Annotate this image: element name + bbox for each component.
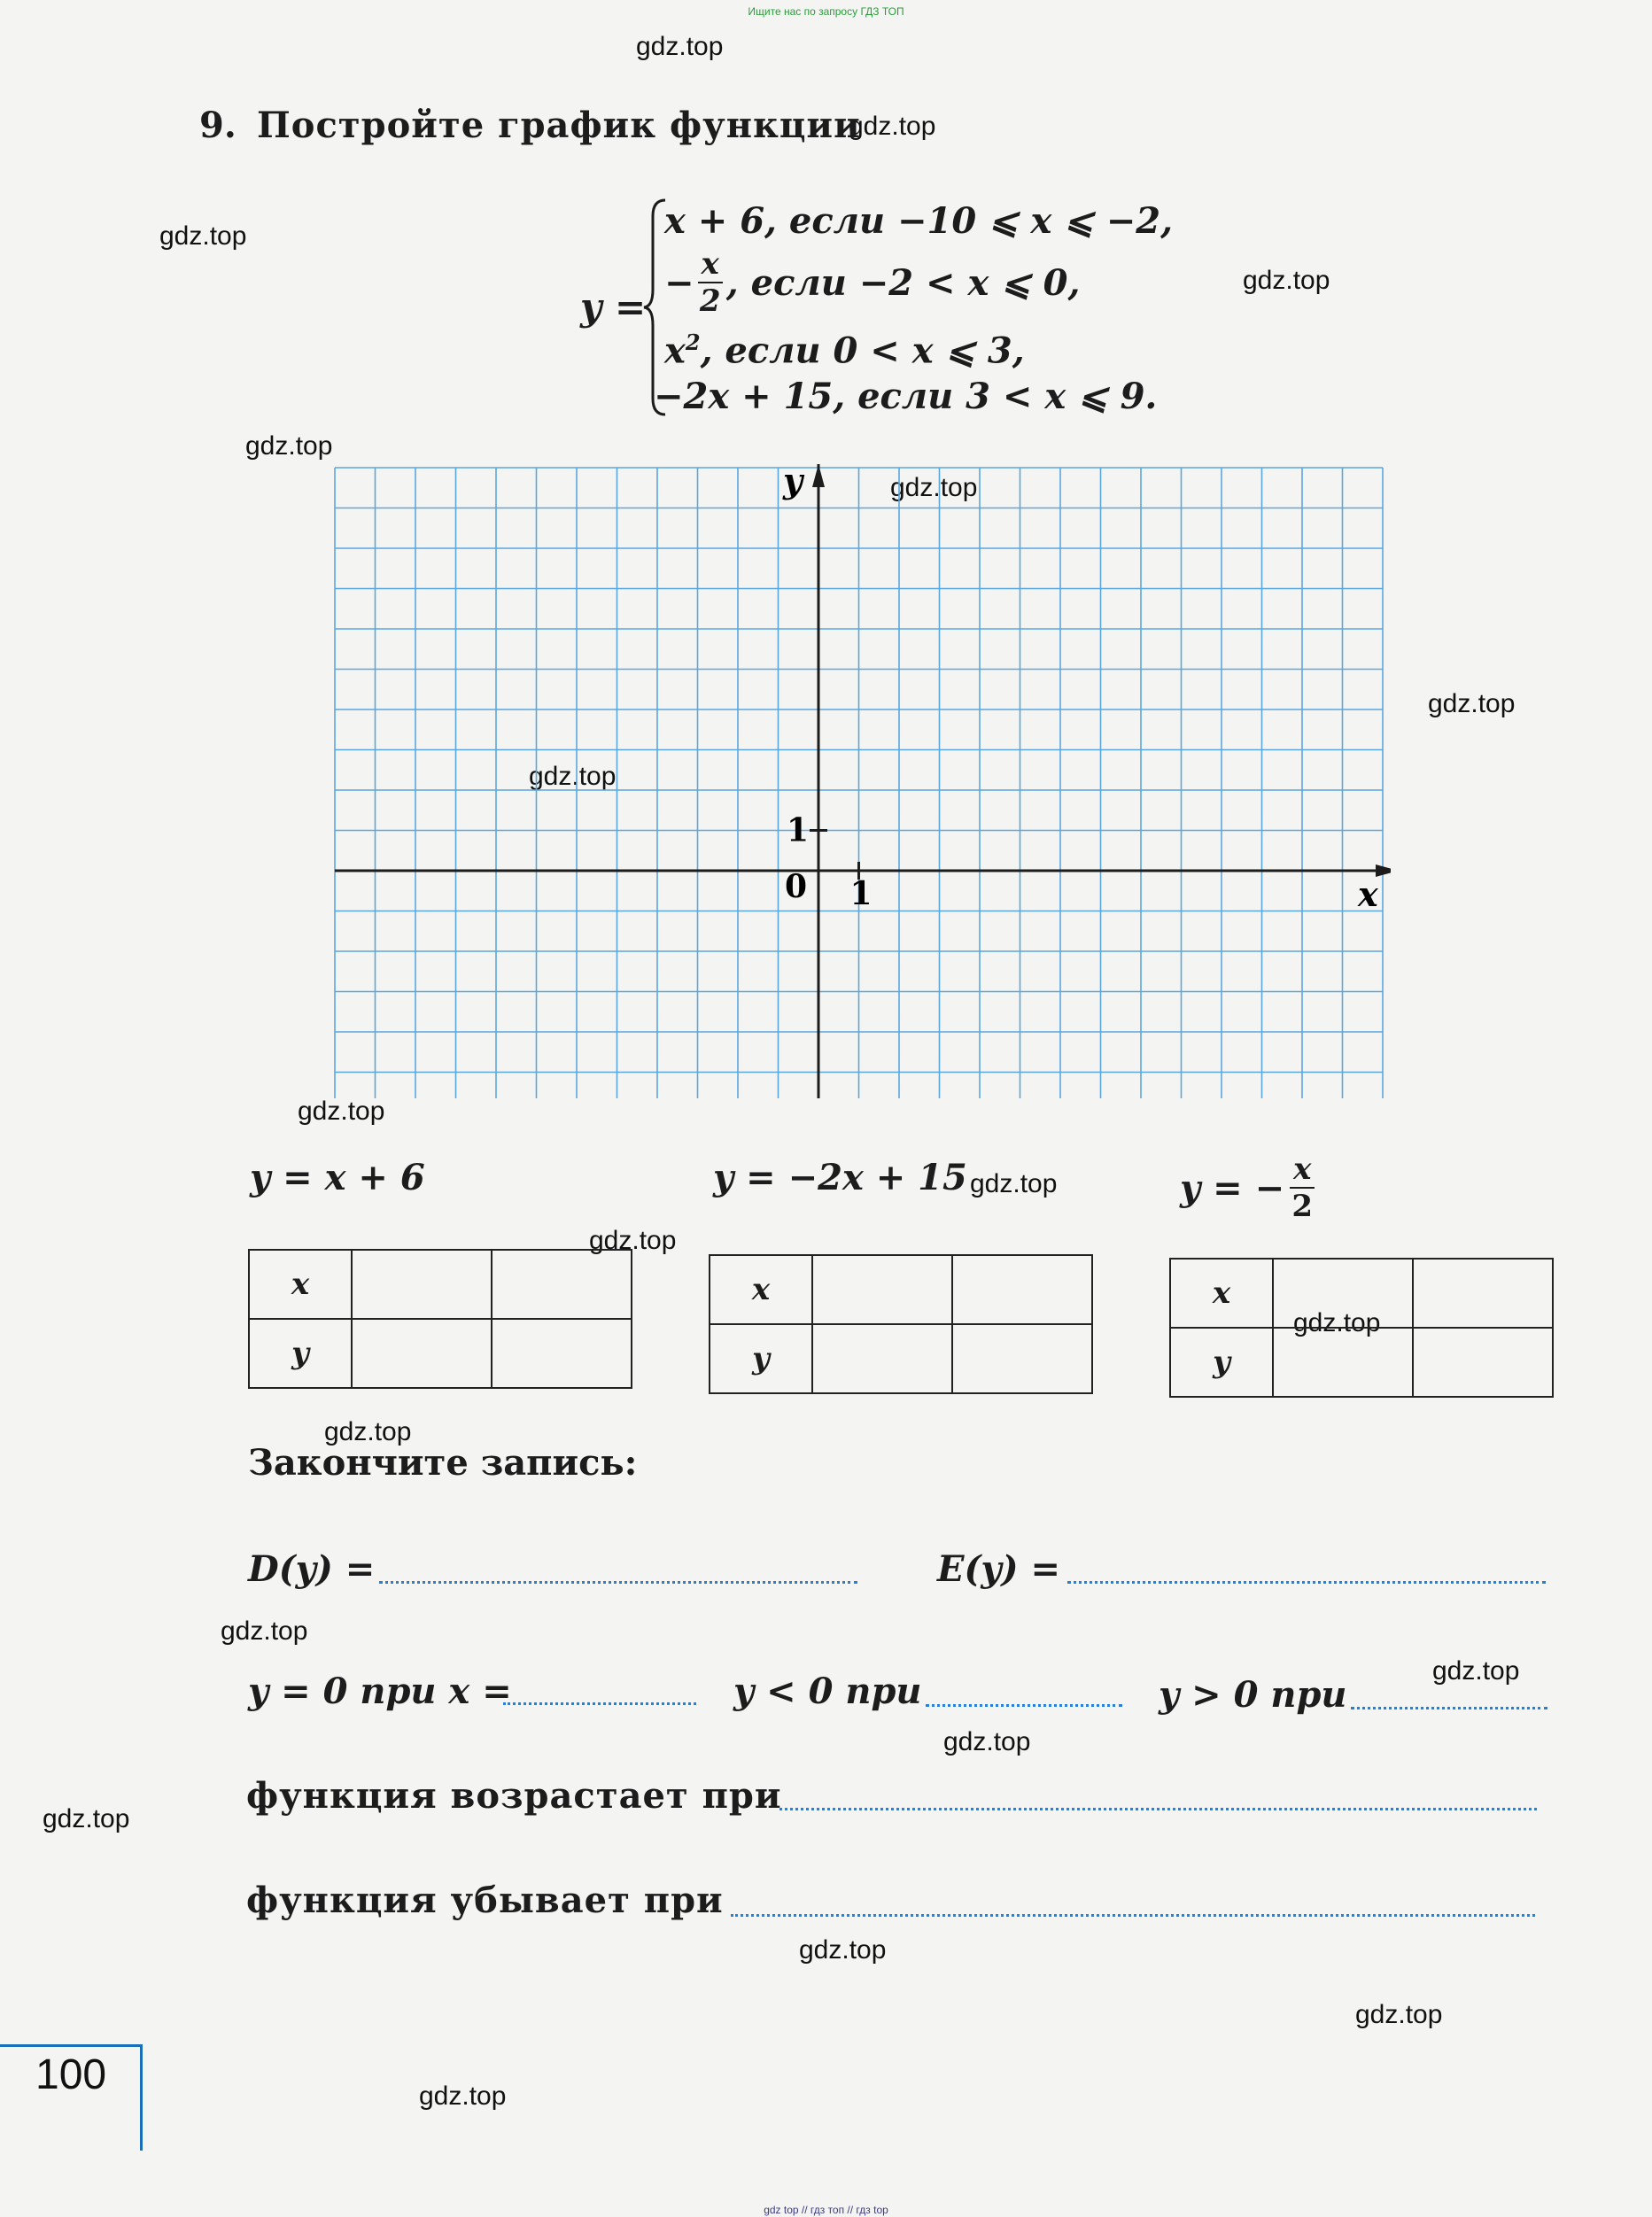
table-cell[interactable]: [1413, 1259, 1553, 1328]
watermark: gdz.top: [1355, 2000, 1443, 2029]
piece-3-exponent: 2: [685, 329, 701, 355]
axes: [335, 464, 1391, 1098]
watermark: gdz.top: [943, 1727, 1031, 1756]
increasing-answer-line[interactable]: [779, 1808, 1537, 1810]
page-corner-line: [140, 2044, 143, 2151]
range-label: E(y) =: [937, 1548, 1061, 1590]
table-1-formula: y = x + 6: [250, 1157, 425, 1198]
row-label-y: y: [249, 1319, 352, 1388]
watermark: gdz.top: [636, 32, 724, 61]
fraction-numerator: x: [1290, 1151, 1315, 1189]
range-answer-line[interactable]: [1067, 1581, 1546, 1584]
task-text: Постройте график функции: [257, 105, 861, 146]
zero-label: y = 0 при x =: [248, 1671, 512, 1712]
table-cell[interactable]: [952, 1255, 1092, 1324]
watermark: gdz.top: [1293, 1308, 1381, 1337]
table-3-fraction: [1290, 1151, 1315, 1224]
watermark: gdz.top: [245, 431, 333, 461]
watermark: gdz.top: [529, 762, 617, 791]
piece-1: x + 6, если −10 ⩽ x ⩽ −2,: [664, 200, 1174, 242]
piece-2: [664, 246, 1080, 319]
table-cell[interactable]: [352, 1250, 492, 1319]
origin-label: 0: [785, 868, 808, 905]
piece-2-fraction: [698, 246, 723, 319]
decreasing-answer-line[interactable]: [731, 1914, 1535, 1917]
watermark: gdz.top: [298, 1097, 385, 1126]
watermark: gdz.top: [1432, 1656, 1520, 1686]
table-cell[interactable]: [492, 1319, 632, 1388]
finish-heading: Закончите запись:: [248, 1442, 638, 1484]
table-cell[interactable]: [1273, 1259, 1413, 1328]
increasing-label: функция возрастает при: [246, 1775, 782, 1817]
zero-answer-line[interactable]: [503, 1702, 696, 1705]
negative-label: y < 0 при: [733, 1671, 922, 1712]
table-cell[interactable]: [1413, 1328, 1553, 1397]
fraction-numerator: x: [698, 246, 723, 283]
piece-2-condition: , если −2 < x ⩽ 0,: [725, 261, 1081, 304]
watermark: gdz.top: [970, 1169, 1058, 1198]
table-cell[interactable]: [1273, 1328, 1413, 1397]
bottom-banner: gdz top // гдз топ // гдз top: [764, 2204, 888, 2216]
domain-label: D(y) =: [248, 1548, 376, 1590]
row-label-y: y: [710, 1324, 812, 1393]
table-cell[interactable]: [812, 1255, 952, 1324]
domain-answer-line[interactable]: [379, 1581, 857, 1584]
watermark: gdz.top: [43, 1804, 130, 1833]
value-table-1: [248, 1249, 632, 1389]
watermark: gdz.top: [221, 1616, 308, 1646]
table-cell[interactable]: [492, 1250, 632, 1319]
watermark: gdz.top: [849, 112, 936, 141]
watermark: gdz.top: [890, 473, 978, 502]
watermark: gdz.top: [1243, 266, 1330, 295]
function-label: y =: [580, 285, 647, 329]
coordinate-grid[interactable]: [328, 461, 1391, 1098]
fraction-denominator: 2: [1291, 1189, 1314, 1224]
piece-2-minus: −: [664, 261, 694, 304]
x-unit-label: 1: [849, 875, 873, 912]
piece-4: −2x + 15, если 3 < x ⩽ 9.: [654, 376, 1158, 417]
value-table-3: [1169, 1258, 1554, 1398]
table-cell[interactable]: [812, 1324, 952, 1393]
watermark: gdz.top: [159, 221, 247, 251]
row-label-y: y: [1170, 1328, 1273, 1397]
grid-lines: [335, 468, 1383, 1098]
page-number: 100: [35, 2051, 107, 2098]
table-cell[interactable]: [352, 1319, 492, 1388]
piece-3-condition: , если 0 < x ⩽ 3,: [700, 329, 1025, 372]
watermark: gdz.top: [324, 1417, 412, 1446]
fraction-denominator: 2: [699, 283, 721, 319]
y-unit-label: 1: [787, 811, 810, 849]
page-corner-line: [0, 2044, 142, 2047]
watermark: gdz.top: [419, 2081, 507, 2111]
row-label-x: x: [1170, 1259, 1273, 1328]
value-table-2: [709, 1254, 1093, 1394]
decreasing-label: функция убывает при: [246, 1880, 724, 1921]
table-3-formula: [1180, 1151, 1315, 1224]
watermark: gdz.top: [589, 1226, 677, 1255]
negative-answer-line[interactable]: [926, 1704, 1122, 1707]
top-banner: Ищите нас по запросу ГДЗ ТОП: [748, 5, 904, 18]
watermark: gdz.top: [1428, 689, 1516, 718]
table-2-formula: y = −2x + 15: [713, 1157, 967, 1198]
positive-label: y > 0 при: [1159, 1674, 1347, 1716]
table-3-formula-prefix: y = −: [1180, 1167, 1285, 1209]
task-number: 9.: [199, 105, 237, 146]
y-axis-label: y: [783, 461, 803, 500]
row-label-x: x: [249, 1250, 352, 1319]
piece-3-base: x: [664, 329, 686, 372]
x-axis-label: x: [1358, 874, 1378, 914]
piece-3: [664, 329, 1025, 371]
table-cell[interactable]: [952, 1324, 1092, 1393]
watermark: gdz.top: [799, 1935, 887, 1965]
row-label-x: x: [710, 1255, 812, 1324]
positive-answer-line[interactable]: [1351, 1707, 1547, 1709]
